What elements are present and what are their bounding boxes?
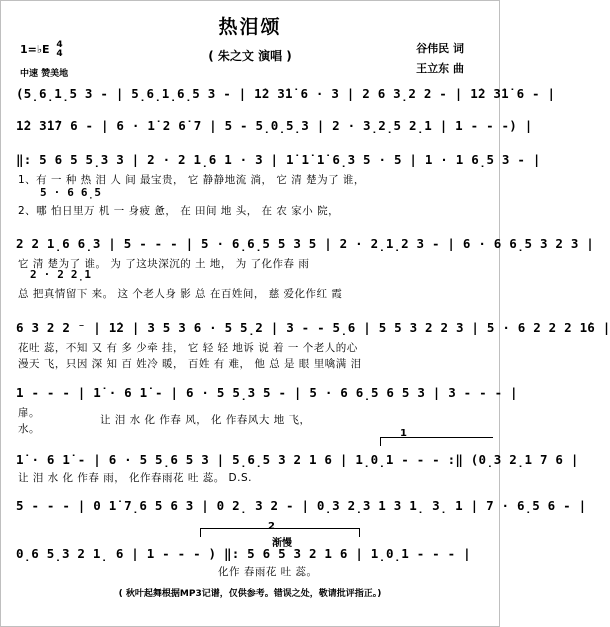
meter-bottom: 4 (56, 49, 63, 59)
score-row-6: 1 - - - | 1̇ · 6 1̇ - | 6 · 5 5̣3 5 - | 5 · 6 6̣5 6 5 3 | 3 - - - | (16, 385, 518, 400)
lyric-row-4-verse-2: 总 把真情留下 来。 这 个老人身 影 总 在百姓间， 慈 爱化作红 霞 (18, 288, 343, 300)
volta-1-label: 1 (400, 428, 407, 439)
key-signature (20, 41, 63, 59)
composer-credit: 王立东 曲 (416, 62, 464, 75)
meter-top: 4 (56, 40, 63, 50)
volta-2-label: 2 (268, 521, 275, 532)
key-label: 1=♭E (20, 43, 50, 56)
lyricist-credit: 谷伟民 词 (416, 42, 464, 55)
lyric-row-6-verse-2: 水。 (18, 423, 40, 435)
score-row-3: ‖: 5 6 5 5̣3 3 | 2 · 2 1̣6 1 · 3 | 1̇ 1̇ 1̇ 6̣3 5 · 5 | 1 · 1 6̣5 3 - | (16, 152, 541, 167)
song-title: 热泪颂 (218, 16, 282, 38)
score-row-1: (5̣6̣1̣5 3 - | 5̣6̣1̣6̣5 3 - | 1̇2 3̇1̇ 6 · 3 | 2 6 3̣2 2 - | 1̇2 3̇1̇ 6 - | (16, 86, 556, 101)
score-row-7: 1̇ · 6 1̇ - | 6 · 5 5̣6 5 3 | 5̣6̣5 3 2 1 6 | 1̣0̣1 - - - :‖ (0̣3 2̣1 7 6 | (16, 452, 579, 467)
score-row-3-alt: 5 · 6 6̣5 (40, 186, 102, 199)
ritardando-marking: 渐慢 (272, 538, 292, 549)
score-row-5: 6 3 2 2 ⁻ | 1̇2 | 3 5 3 6 · 5 5̣2 | 3 - - 5̣6 | 5 5 3 2 2 3 | 5 · 6 2 2 2 1̇6 | (16, 320, 610, 335)
score-row-4: 2 2 1̣6 6̣3 | 5 - - - | 5 · 6̣6̣5 5 3 5 | 2 · 2̣1̣2 3 - | 6 · 6 6̣5 3 2 3 | (16, 236, 595, 251)
lyric-row-4-verse-1: 它 清 楚为了 谁。 为 了这块深沉的 土 地， 为 了化作春 雨 (18, 258, 310, 270)
score-row-2: 1̇2 3̇1̇7 6 - | 6 · 1̇ 2 6̇ 7 | 5 - 5̣0̣5̣3 | 2 · 3̣2̣5 2̣1 | 1 - - -) | (16, 118, 533, 133)
tempo-marking: 中速 赞美地 (20, 69, 69, 79)
score-row-8: 5 - - - | 0 1̇ 7̣6 5 6 3 | 0 2̣ 3 2 - | 0̣3 2̣3 1 3 1̣ 3̣ 1 | 7 · 6̣5 6 - | (16, 498, 587, 513)
lyric-row-7: 让 泪 水 化 作春 雨， 化作春雨花 吐 蕊。 D.S. (18, 472, 252, 484)
lyric-row-3-verse-2: 2、哪 怕日里万 机 一 身疲 惫， 在 田间 地 头， 在 农 家小 院， (18, 205, 340, 217)
score-row-4-alt: 2 · 2 2̣1 (30, 268, 92, 281)
lyric-row-9: 化作 春雨花 吐 蕊。 (218, 566, 318, 578)
volta-bracket-1 (380, 437, 493, 446)
time-signature (56, 41, 62, 59)
lyric-row-6-verse-1: 扉。 (18, 407, 40, 419)
score-row-9: 0̣6 5̣3 2 1̣ 6 | 1 - - - ) ‖: 5 6 5 3 2 1 6 | 1̣0̣1 - - - | (16, 546, 471, 561)
lyric-row-5-verse-1: 花吐 蕊，不知 又 有 多 少牵 挂， 它 轻 轻 地诉 说 着 一 个老人的心 (18, 342, 358, 354)
lyric-row-6-refrain: 让 泪 水 化 作春 风， 化 作春风大 地 飞， (100, 414, 311, 426)
transcription-footnote: ( 秋叶起舞根据MP3记谱，仅供参考。错误之处，敬请批评指正。) (118, 589, 382, 599)
singer-credit: ( 朱之文 演唱 ) (208, 49, 292, 63)
lyric-row-5-verse-2: 漫天 飞，只因 深 知 百 姓冷 暖， 百姓 有 难， 他 总 是 眼 里噙满 泪 (18, 358, 362, 370)
lyric-row-3-verse-1: 1、有 一 种 热 泪 人 间 最宝贵， 它 静静地流 淌， 它 清 楚为了 谁， (18, 174, 365, 186)
